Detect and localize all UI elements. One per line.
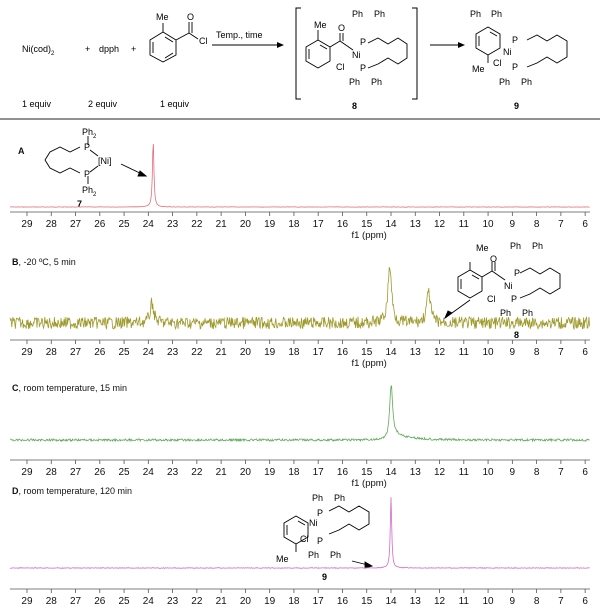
tick-label-c: 22 — [191, 467, 203, 478]
tick-label-c: 19 — [264, 467, 276, 478]
tick-label-d: 27 — [69, 596, 82, 607]
tick-label-a: 20 — [239, 219, 251, 230]
tick-label-b: 10 — [482, 347, 494, 358]
inset8-p-top: P — [514, 268, 521, 278]
tick-label-b: 15 — [361, 347, 373, 358]
int8-p-top: P — [360, 37, 367, 47]
tick-label-b: 23 — [167, 347, 179, 358]
tick-label-d: 29 — [21, 596, 33, 607]
prod9-p-top: P — [512, 35, 519, 45]
spectrum-trace-b — [10, 267, 590, 329]
tick-label-c: 16 — [336, 467, 349, 478]
tick-label-d: 6 — [582, 596, 588, 607]
tick-label-c: 27 — [69, 467, 82, 478]
tick-label-a: 17 — [312, 219, 324, 230]
product-9-structure — [476, 27, 567, 67]
panel-d-title: D, room temperature, 120 min — [12, 486, 133, 496]
equiv-nicod: 1 equiv — [22, 99, 52, 109]
tick-label-d: 14 — [385, 596, 397, 607]
axis-title-c: f1 (ppm) — [351, 478, 387, 489]
tick-label-d: 13 — [409, 596, 421, 607]
inset9-ph-1: Ph — [312, 493, 324, 503]
int8-cl: Cl — [336, 62, 345, 72]
tick-label-a: 11 — [458, 219, 470, 230]
tick-label-c: 13 — [409, 467, 421, 478]
tick-label-b: 20 — [239, 347, 251, 358]
reaction-arrowhead — [277, 42, 284, 48]
inset9-p-bottom: P — [317, 536, 324, 546]
tick-label-d: 7 — [558, 596, 564, 607]
inset8-ph-2: Ph — [532, 241, 544, 251]
tick-label-d: 22 — [191, 596, 203, 607]
tick-label-b: 28 — [45, 347, 57, 358]
tick-label-a: 14 — [385, 219, 397, 230]
inset8-ni: Ni — [504, 281, 513, 291]
spectrum-trace-a — [10, 144, 590, 207]
prod9-me: Me — [472, 64, 485, 74]
plus-sign-2: + — [131, 44, 137, 54]
tick-label-c: 21 — [215, 467, 227, 478]
tick-label-c: 17 — [312, 467, 324, 478]
tick-label-d: 24 — [142, 596, 154, 607]
tick-label-b: 22 — [191, 347, 203, 358]
inset8-p-bottom: P — [511, 294, 518, 304]
tick-label-b: 27 — [69, 347, 82, 358]
panel-c-title: C, room temperature, 15 min — [12, 383, 128, 393]
c7-number: 7 — [77, 199, 83, 209]
tick-label-c: 18 — [288, 467, 300, 478]
inset9-ph-3: Ph — [308, 550, 320, 560]
panel-a-title: A — [18, 146, 25, 156]
axis-title-b: f1 (ppm) — [351, 358, 387, 369]
tick-label-c: 28 — [45, 467, 57, 478]
tick-label-d: 28 — [45, 596, 57, 607]
int8-oxygen-label: O — [338, 23, 346, 33]
panel-b-title: B, -20 ºC, 5 min — [12, 257, 76, 267]
tick-label-c: 26 — [94, 467, 106, 478]
nmr-spectra — [0, 120, 600, 608]
tick-label-a: 16 — [336, 219, 349, 230]
reaction-scheme — [0, 0, 600, 120]
inset9-number: 9 — [322, 572, 328, 582]
tick-label-d: 10 — [482, 596, 494, 607]
tick-label-d: 25 — [118, 596, 130, 607]
tick-label-d: 17 — [312, 596, 324, 607]
spectrum-trace-d — [10, 497, 590, 568]
c7-ni: [Ni] — [98, 156, 112, 166]
tick-label-b: 8 — [533, 347, 540, 358]
tick-label-b: 7 — [558, 347, 564, 358]
equiv-dpph: 2 equiv — [88, 99, 118, 109]
bracket-left — [296, 8, 301, 99]
int8-ph-1: Ph — [352, 9, 364, 19]
tick-label-c: 14 — [385, 467, 397, 478]
tick-label-c: 20 — [239, 467, 251, 478]
tick-label-b: 17 — [312, 347, 324, 358]
tick-label-d: 11 — [458, 596, 470, 607]
axis-title-a: f1 (ppm) — [351, 230, 387, 241]
acyl-chloride-structure — [150, 22, 198, 62]
tick-label-a: 28 — [45, 219, 57, 230]
prod9-cl: Cl — [493, 58, 502, 68]
c7-p-bottom: P — [84, 169, 91, 179]
reaction-conditions: Temp., time — [216, 30, 263, 40]
tick-label-c: 8 — [533, 467, 540, 478]
inset-9-structure — [284, 506, 372, 568]
prod9-ph-3: Ph — [499, 77, 511, 87]
tick-label-d: 8 — [533, 596, 540, 607]
tick-label-b: 24 — [142, 347, 154, 358]
reaction-arrowhead-2 — [458, 42, 465, 48]
tick-label-a: 29 — [21, 219, 33, 230]
equiv-acyl: 1 equiv — [160, 99, 190, 109]
tick-label-d: 19 — [264, 596, 276, 607]
inset9-me: Me — [276, 554, 289, 564]
inset8-me: Me — [476, 243, 489, 253]
complex-7-structure — [45, 136, 146, 184]
tick-label-b: 14 — [385, 347, 397, 358]
inset8-ph-4: Ph — [522, 308, 534, 318]
prod9-p-bottom: P — [512, 62, 519, 72]
acyl-chloride-label: Cl — [199, 36, 208, 46]
tick-label-a: 27 — [69, 219, 82, 230]
tick-label-a: 25 — [118, 219, 130, 230]
tick-label-b: 13 — [409, 347, 421, 358]
tick-label-a: 18 — [288, 219, 300, 230]
tick-label-d: 26 — [94, 596, 106, 607]
tick-label-d: 15 — [361, 596, 373, 607]
tick-label-b: 26 — [94, 347, 106, 358]
int8-number: 8 — [352, 101, 358, 111]
tick-label-c: 10 — [482, 467, 494, 478]
reagent-dpph: dpph — [99, 44, 120, 54]
plus-sign-1: + — [85, 44, 91, 54]
tick-label-d: 16 — [336, 596, 349, 607]
prod9-ni: Ni — [503, 47, 512, 57]
tick-label-a: 15 — [361, 219, 373, 230]
tick-label-a: 23 — [167, 219, 179, 230]
inset8-o: O — [490, 254, 498, 264]
tick-label-a: 6 — [582, 219, 588, 230]
tick-label-c: 12 — [433, 467, 446, 478]
tick-label-d: 9 — [509, 596, 516, 607]
inset8-ph-3: Ph — [500, 308, 512, 318]
tick-label-b: 25 — [118, 347, 130, 358]
tick-label-b: 12 — [433, 347, 446, 358]
tick-label-d: 18 — [288, 596, 300, 607]
tick-label-c: 9 — [509, 467, 516, 478]
tick-label-b: 11 — [458, 347, 470, 358]
int8-ph-2: Ph — [374, 9, 386, 19]
int8-methyl-label: Me — [314, 20, 327, 30]
tick-label-d: 21 — [215, 596, 227, 607]
inset9-cl: Cl — [300, 534, 309, 544]
c7-p-top: P — [84, 142, 91, 152]
tick-label-d: 23 — [167, 596, 179, 607]
tick-label-a: 24 — [142, 219, 154, 230]
bracket-right — [412, 8, 417, 99]
inset8-number: 8 — [514, 330, 520, 340]
tick-label-b: 19 — [264, 347, 276, 358]
c7-ph-bottom: $Ph_2$ — [82, 185, 97, 198]
prod9-number: 9 — [514, 101, 520, 111]
int8-ph-3: Ph — [349, 77, 361, 87]
tick-label-c: 29 — [21, 467, 33, 478]
tick-label-a: 26 — [94, 219, 106, 230]
tick-label-a: 19 — [264, 219, 276, 230]
tick-label-b: 6 — [582, 347, 588, 358]
tick-label-d: 12 — [433, 596, 446, 607]
tick-label-a: 10 — [482, 219, 494, 230]
tick-label-a: 13 — [409, 219, 421, 230]
tick-label-a: 21 — [215, 219, 227, 230]
prod9-ph-1: Ph — [470, 9, 482, 19]
intermediate-8-structure — [306, 30, 407, 68]
int8-p-bottom: P — [360, 63, 367, 73]
tick-label-c: 25 — [118, 467, 130, 478]
inset9-ph-4: Ph — [330, 550, 342, 560]
tick-label-b: 21 — [215, 347, 227, 358]
tick-label-b: 29 — [21, 347, 33, 358]
inset9-ph-2: Ph — [334, 493, 346, 503]
tick-label-a: 12 — [433, 219, 446, 230]
tick-label-c: 23 — [167, 467, 179, 478]
c7-ph-top: $Ph_2$ — [82, 127, 97, 140]
inset9-p-top: P — [317, 508, 324, 518]
reagent-nicod: $Ni(cod)_2$ — [22, 44, 55, 57]
tick-label-c: 24 — [142, 467, 154, 478]
inset9-ni: Ni — [309, 518, 318, 528]
inset8-ph-1: Ph — [510, 241, 522, 251]
spectrum-trace-c — [10, 386, 590, 441]
int8-ni: Ni — [352, 50, 361, 60]
tick-label-d: 20 — [239, 596, 251, 607]
prod9-ph-4: Ph — [521, 77, 533, 87]
acyl-oxygen-label: O — [187, 12, 195, 22]
tick-label-c: 11 — [458, 467, 470, 478]
tick-label-b: 16 — [336, 347, 349, 358]
tick-label-b: 18 — [288, 347, 300, 358]
int8-ph-4: Ph — [371, 77, 383, 87]
acyl-methyl-label: Me — [156, 12, 169, 22]
tick-label-c: 15 — [361, 467, 373, 478]
tick-label-c: 6 — [582, 467, 588, 478]
tick-label-a: 7 — [558, 219, 564, 230]
tick-label-c: 7 — [558, 467, 564, 478]
inset8-cl: Cl — [487, 294, 496, 304]
prod9-ph-2: Ph — [491, 9, 503, 19]
tick-label-a: 22 — [191, 219, 203, 230]
tick-label-a: 8 — [533, 219, 540, 230]
tick-label-a: 9 — [509, 219, 516, 230]
tick-label-b: 9 — [509, 347, 516, 358]
